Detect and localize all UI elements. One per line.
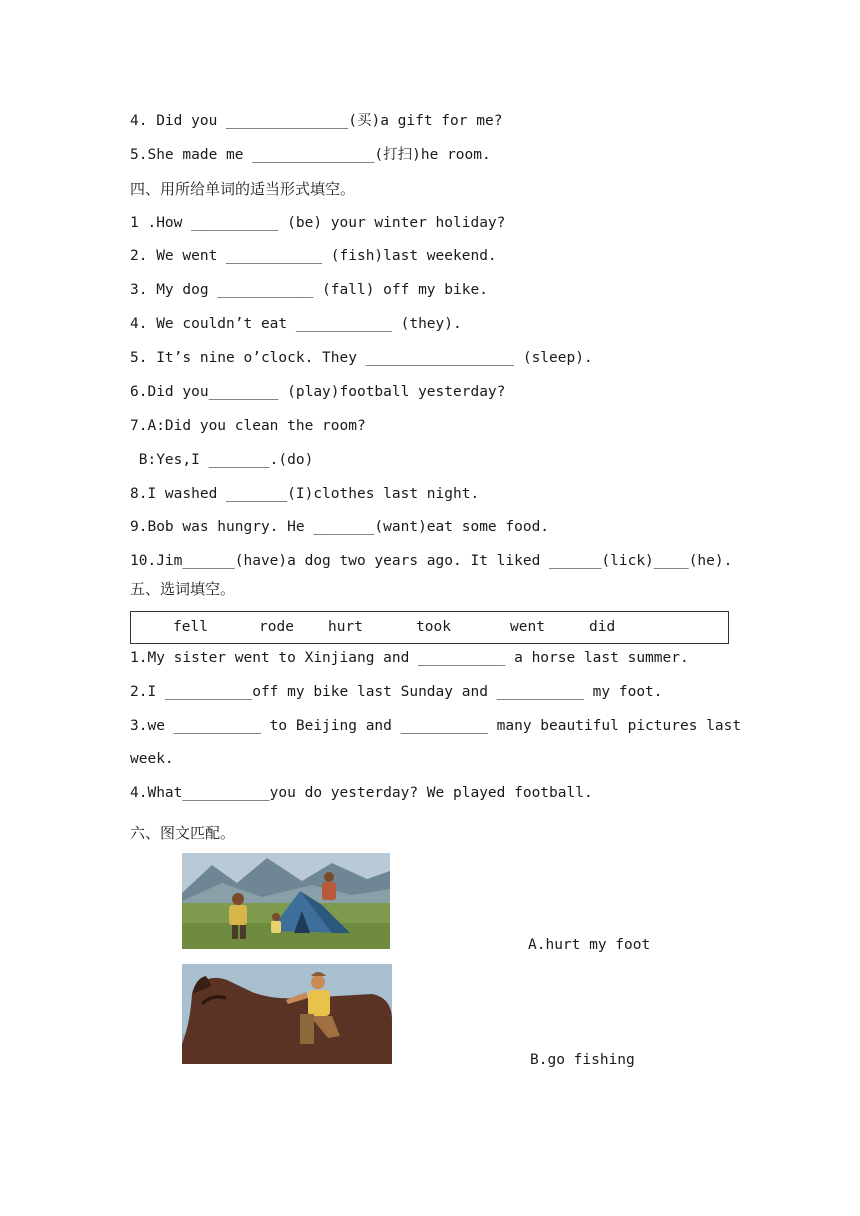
section-6-title: 六、图文匹配。	[130, 824, 236, 842]
exercise-line: 5.She made me ______________(打扫)he room.	[130, 147, 491, 163]
word-bank-item: hurt	[328, 619, 363, 635]
word-bank-item: rode	[259, 619, 294, 635]
exercise-line: week.	[130, 751, 174, 767]
horse-riding-picture	[182, 964, 392, 1064]
exercise-line: 10.Jim______(have)a dog two years ago. It liked ______(lick)____(he).	[130, 553, 733, 569]
word-bank-item: went	[510, 619, 545, 635]
exercise-line: 4. We couldn’t eat ___________ (they).	[130, 316, 462, 332]
exercise-line: 1 .How __________ (be) your winter holiday?	[130, 215, 506, 231]
section-4-title: 四、用所给单词的适当形式填空。	[130, 180, 356, 198]
word-bank-item: fell	[173, 619, 208, 635]
exercise-line: 4.What__________you do yesterday? We played football.	[130, 785, 593, 801]
exercise-line: 6.Did you________ (play)football yesterday?	[130, 384, 506, 400]
section-5-title: 五、选词填空。	[130, 580, 236, 598]
exercise-line: 1.My sister went to Xinjiang and __________ a horse last summer.	[130, 650, 689, 666]
exercise-line: 2.I __________off my bike last Sunday and __________ my foot.	[130, 684, 663, 700]
exercise-line: 3. My dog ___________ (fall) off my bike.	[130, 282, 488, 298]
word-bank-item: did	[589, 619, 616, 635]
exercise-line: 2. We went ___________ (fish)last weekend.	[130, 248, 497, 264]
exercise-line: 3.we __________ to Beijing and __________ many beautiful pictures last	[130, 718, 742, 734]
exercise-line: 5. It’s nine o’clock. They _________________ (sleep).	[130, 350, 593, 366]
match-option-a: A.hurt my foot	[528, 937, 651, 953]
exercise-line: 8.I washed _______(I)clothes last night.	[130, 486, 480, 502]
exercise-line: B:Yes,I _______.(do)	[130, 452, 314, 468]
match-option-b: B.go fishing	[530, 1052, 635, 1068]
exercise-line: 4. Did you ______________(买)a gift for me?	[130, 113, 503, 129]
camping-picture	[182, 853, 390, 949]
word-bank-box	[130, 611, 729, 644]
exercise-line: 9.Bob was hungry. He _______(want)eat some food.	[130, 519, 550, 535]
exercise-line: 7.A:Did you clean the room?	[130, 418, 366, 434]
word-bank-item: took	[416, 619, 451, 635]
